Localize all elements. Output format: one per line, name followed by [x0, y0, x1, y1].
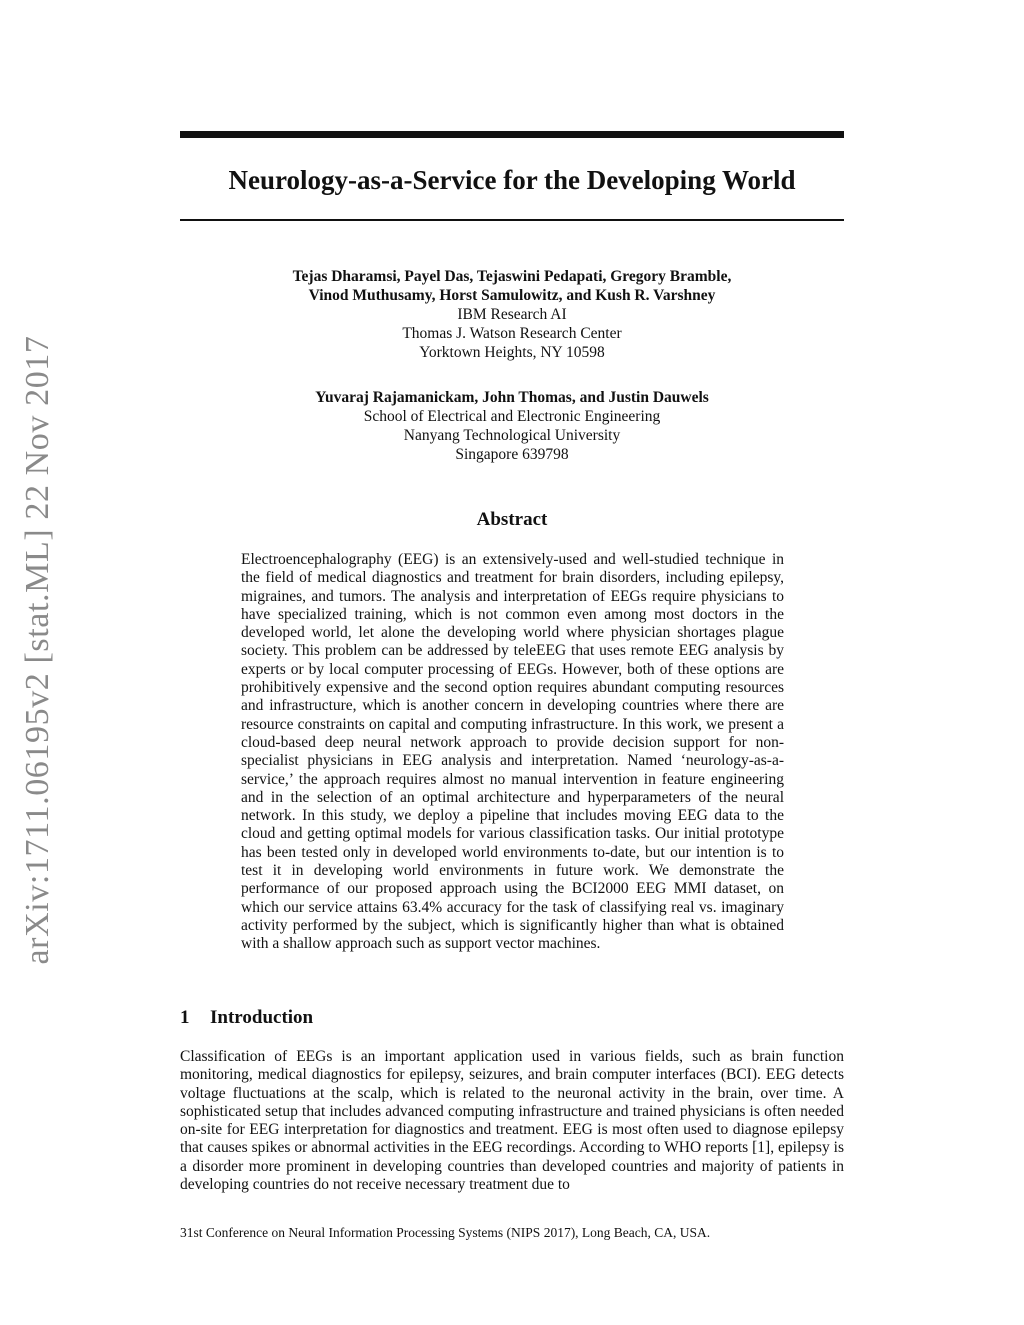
affiliation-line: IBM Research AI	[457, 306, 567, 323]
title-top-rule	[180, 131, 844, 138]
introduction-text: Classification of EEGs is an important application used in various fields, such as brain function monitoring, medical diagnostics for epilepsy, seizures, and brain computer interfaces (BCI). EEG detects voltage fluctuations at the scalp, which is related to the neuronal activity in the brain, over time. A sophisticated setup that includes advanced computing infrastructure and trained physicians is often needed on-site for EEG interpretation for diagnostics and treatment. EEG is most often used to diagnose epilepsy that causes spikes or abnormal activities in the EEG recordings. According to WHO reports [1], epilepsy is a disorder more prominent in developing countries than developed countries and majority of patients in developing countries do not receive necessary treatment due to	[180, 1048, 844, 1194]
abstract-text: Electroencephalography (EEG) is an extensively-used and well-studied technique in the field of medical diagnostics and treatment for brain disorders, including epilepsy, migraines, and tumors. The analysis and interpretation of EEGs require physicians to have specialized training, which is not common even among most doctors in the developed world, let alone the developing world where physician shortages plague society. This problem can be addressed by teleEEG that uses remote EEG analysis by experts or by local computer processing of EEGs. However, both of these options are prohibitively expensive and the second option requires abundant computing resources and infrastructure, which is another concern in developing countries where there are resource constraints on capital and computing infrastructure. In this work, we present a cloud-based deep neural network approach to provide decision support for non-specialist physicians in EEG analysis and interpretation. Named ‘neurology-as-a-service,’ the approach requires almost no manual intervention in feature engineering and in the selection of an optimal architecture and hyperparameters of the neural network. In this study, we deploy a pipeline that includes moving EEG data to the cloud and getting optimal models for various classification tasks. Our initial prototype has been tested only in developed world environments to-date, but our intention is to test it in developing world environments in future work. We demonstrate the performance of our proposed approach using the BCI2000 EEG MMI dataset, on which our service attains 63.4% accuracy for the task of classifying real vs. imaginary activity performed by the subject, which is significantly higher than what is obtained with a shallow approach such as support vector machines.	[241, 551, 784, 953]
affiliation-line: Yorktown Heights, NY 10598	[419, 344, 605, 361]
author-names-line: Yuvaraj Rajamanickam, John Thomas, and Justin Dauwels	[315, 389, 709, 406]
affiliation-line: Thomas J. Watson Research Center	[402, 325, 622, 342]
title-bottom-rule	[180, 219, 844, 221]
paper-title: Neurology-as-a-Service for the Developing World	[228, 165, 796, 195]
affiliation-line: School of Electrical and Electronic Engineering	[363, 408, 661, 425]
author-names-line: Tejas Dharamsi, Payel Das, Tejaswini Pedapati, Gregory Bramble,	[292, 268, 732, 285]
author-group-ibm	[180, 267, 844, 362]
section-number: 1	[180, 1007, 190, 1028]
abstract-heading: Abstract	[476, 509, 548, 530]
author-names-line: Vinod Muthusamy, Horst Samulowitz, and Kush R. Varshney	[308, 287, 716, 304]
author-group-ntu	[180, 388, 844, 464]
affiliation-line: Nanyang Technological University	[403, 427, 621, 444]
section-title: Introduction	[210, 1007, 314, 1028]
affiliation-line: Singapore 639798	[455, 446, 569, 463]
conference-footnote: 31st Conference on Neural Information Processing Systems (NIPS 2017), Long Beach, CA, USA.	[180, 1225, 711, 1240]
section-heading-introduction	[180, 1006, 313, 1030]
arxiv-identifier-stamp: arXiv:1711.06195v2 [stat.ML] 22 Nov 2017	[19, 335, 56, 965]
